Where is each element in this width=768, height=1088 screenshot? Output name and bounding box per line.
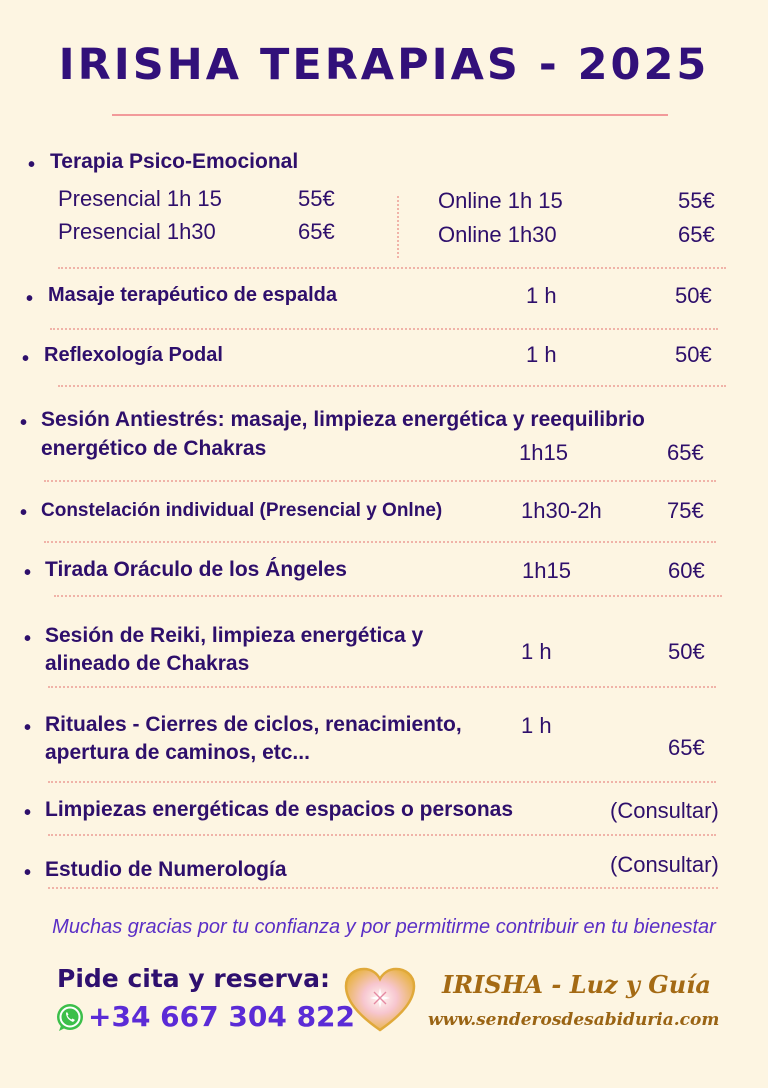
divider <box>54 595 722 597</box>
bullet: • <box>24 562 32 584</box>
item-duration: 1h15 <box>522 558 571 583</box>
booking-cta: Pide cita y reserva: <box>57 964 330 993</box>
item-price: 65€ <box>667 440 704 465</box>
item-duration: 1h30-2h <box>521 498 602 523</box>
title-divider <box>112 114 668 116</box>
option-label: Presencial 1h30 <box>58 219 216 244</box>
option-label: Presencial 1h 15 <box>58 186 222 211</box>
item-duration: 1 h <box>526 283 557 308</box>
divider <box>58 385 726 387</box>
item-price: 50€ <box>675 342 712 367</box>
item-duration: 1h15 <box>519 440 568 465</box>
item-title: Constelación individual (Presencial y Onlne) <box>41 500 443 521</box>
item-price: (Consultar) <box>610 798 719 823</box>
item-title: Masaje terapéutico de espalda <box>48 284 338 306</box>
item-price: 65€ <box>668 735 705 760</box>
heart-logo-icon <box>343 966 417 1034</box>
item-duration: 1 h <box>526 342 557 367</box>
vertical-divider <box>397 196 399 258</box>
item-title: Tirada Oráculo de los Ángeles <box>45 558 347 581</box>
item-title: Estudio de Numerología <box>45 858 287 881</box>
item-duration: 1 h <box>521 639 552 664</box>
bullet: • <box>20 502 28 524</box>
bullet: • <box>20 412 28 434</box>
page-title: IRISHA TERAPIAS - 2025 <box>58 40 710 90</box>
item-title: Limpiezas energéticas de espacios o personas <box>45 798 514 821</box>
phone-number-link[interactable]: +34 667 304 822 <box>88 1000 356 1033</box>
item-title-line2: energético de Chakras <box>41 437 267 460</box>
bullet: • <box>24 628 32 650</box>
option-price: 65€ <box>298 219 335 244</box>
bullet: • <box>24 802 32 824</box>
website-link[interactable]: www.senderosdesabiduria.com <box>428 1010 720 1030</box>
whatsapp-icon <box>54 1002 86 1034</box>
item-price: 60€ <box>668 558 705 583</box>
bullet: • <box>22 348 30 370</box>
thanks-message: Muchas gracias por tu confianza y por permitirme contribuir en tu bienestar <box>52 916 716 938</box>
option-price: 55€ <box>298 186 335 211</box>
bullet: • <box>26 288 34 310</box>
item-title-terapia-psico-emocional: Terapia Psico-Emocional <box>50 150 299 173</box>
option-label: Online 1h30 <box>438 222 557 247</box>
item-price: (Consultar) <box>610 852 719 877</box>
option-price: 55€ <box>678 188 715 213</box>
bullet: • <box>28 154 36 176</box>
item-price: 50€ <box>668 639 705 664</box>
brand-name: IRISHA - Luz y Guía <box>442 970 711 999</box>
divider <box>48 686 716 688</box>
divider <box>48 781 716 783</box>
item-price: 75€ <box>667 498 704 523</box>
divider <box>50 328 718 330</box>
divider <box>48 887 718 889</box>
item-title-line1: Sesión de Reiki, limpieza energética y <box>45 624 424 647</box>
item-title-line1: Rituales - Cierres de ciclos, renacimiento, <box>45 713 462 736</box>
item-title-line2: apertura de caminos, etc... <box>45 741 310 764</box>
item-title: Reflexología Podal <box>44 344 223 366</box>
item-title-line2: alineado de Chakras <box>45 652 250 675</box>
option-label: Online 1h 15 <box>438 188 563 213</box>
divider <box>44 480 716 482</box>
item-duration: 1 h <box>521 713 552 738</box>
item-price: 50€ <box>675 283 712 308</box>
option-price: 65€ <box>678 222 715 247</box>
divider <box>58 267 726 269</box>
divider <box>48 834 716 836</box>
bullet: • <box>24 717 32 739</box>
bullet: • <box>24 862 32 884</box>
divider <box>44 541 716 543</box>
item-title-line1: Sesión Antiestrés: masaje, limpieza energética y reequilibrio <box>41 408 645 431</box>
